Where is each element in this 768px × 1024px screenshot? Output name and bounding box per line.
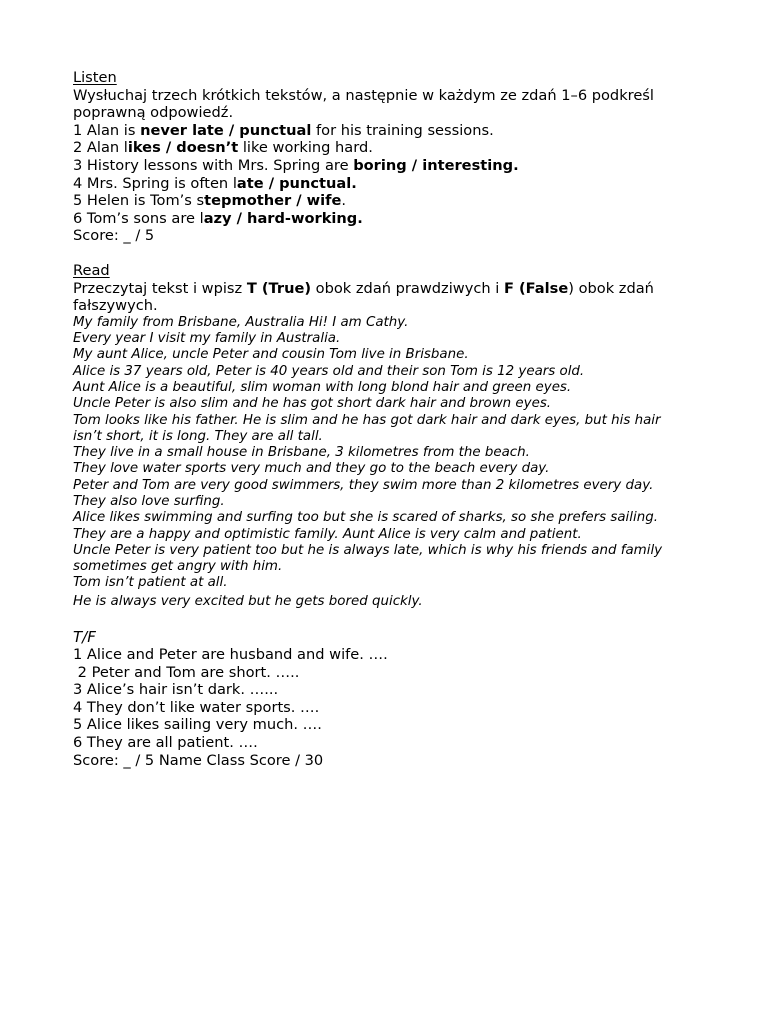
story-line: Uncle Peter is very patient too but he is always late, which is why his friends and family sometimes get angry with him. [73, 542, 663, 575]
story-line: Alice likes swimming and surfing too but she is scared of sharks, so she prefers sailing. [73, 510, 658, 526]
true-false-section [73, 628, 693, 769]
story-line: Uncle Peter is also slim and he has got short dark hair and brown eyes. [73, 396, 552, 412]
listen-heading: Listen [73, 69, 117, 86]
true-false-item: 4 They don’t like water sports. …. [73, 698, 320, 716]
story-line: Every year I visit my family in Australia. [73, 331, 341, 347]
story-line: Aunt Alice is a beautiful, slim woman with long blond hair and green eyes. [73, 379, 572, 395]
worksheet [73, 69, 693, 769]
listen-item: 4 Mrs. Spring is often late / punctual. [73, 174, 357, 192]
listen-section [73, 69, 693, 245]
listen-item: 5 Helen is Tom’s stepmother / wife. [73, 192, 347, 210]
story-text [73, 315, 693, 610]
story-line: Tom looks like his father. He is slim and he has got dark hair and dark eyes, but his hair isn’t short, it is long. They are all tall. [73, 412, 661, 444]
true-false-item: 2 Peter and Tom are short. ….. [73, 663, 300, 681]
story-line: Tom isn’t patient at all. [73, 575, 228, 591]
listen-item: 3 History lessons with Mrs. Spring are boring / interesting. [73, 156, 519, 174]
final-score: Score: _ / 5 Name Class Score / 30 [73, 751, 324, 769]
story-line: My family from Brisbane, Australia Hi! I am Cathy. [73, 314, 409, 330]
story-line: My aunt Alice, uncle Peter and cousin Tom live in Brisbane. [73, 347, 469, 363]
listen-instruction: Wysłuchaj trzech krótkich tekstów, a następnie w każdym ze zdań 1–6 podkreśl poprawną odpowiedź. [73, 86, 654, 122]
true-false-heading: T/F [73, 628, 96, 647]
listen-item: 1 Alan is never late / punctual for his training sessions. [73, 121, 494, 139]
true-false-item: 1 Alice and Peter are husband and wife. …. [73, 646, 388, 664]
true-false-item: 6 They are all patient. …. [73, 734, 258, 752]
story-line: They live in a small house in Brisbane, 3 kilometres from the beach. [73, 445, 530, 461]
story-line: They are a happy and optimistic family. Aunt Alice is very calm and patient. [73, 526, 582, 542]
true-false-item: 3 Alice’s hair isn’t dark. …... [73, 681, 279, 699]
story-line: They love water sports very much and they go to the beach every day. [73, 461, 550, 477]
story-line: He is always very excited but he gets bored quickly. [73, 593, 423, 609]
story-line: Peter and Tom are very good swimmers, they swim more than 2 kilometres every day. [73, 477, 654, 493]
read-heading: Read [73, 261, 110, 279]
read-instruction: Przeczytaj tekst i wpisz T (True) obok zdań prawdziwych i F (False) obok zdań fałszywych. [73, 279, 654, 315]
read-section [73, 262, 693, 610]
story-line: Alice is 37 years old, Peter is 40 years old and their son Tom is 12 years old. [73, 363, 585, 379]
listen-item: 6 Tom’s sons are lazy / hard-working. [73, 209, 363, 227]
listen-score: Score: _ / 5 [73, 227, 155, 245]
listen-item: 2 Alan likes / doesn’t like working hard. [73, 139, 373, 157]
true-false-item: 5 Alice likes sailing very much. …. [73, 716, 322, 734]
story-line: They also love surfing. [73, 493, 225, 509]
